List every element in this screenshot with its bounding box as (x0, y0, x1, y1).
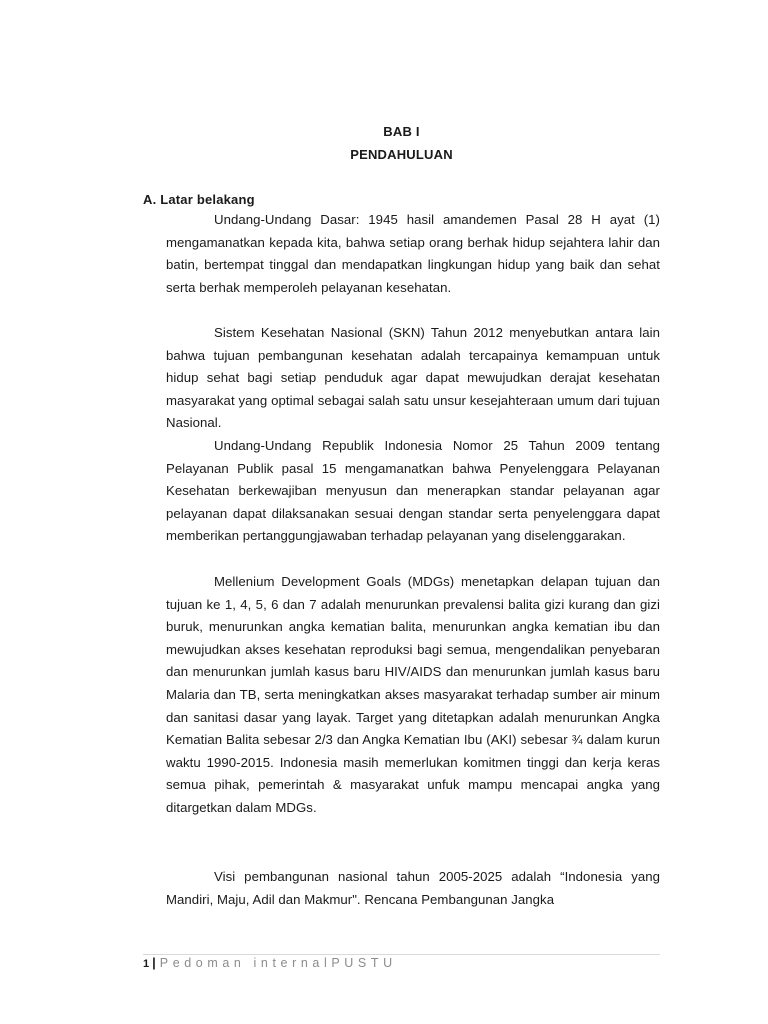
paragraph-skn-2012: Sistem Kesehatan Nasional (SKN) Tahun 2012 menyebutkan antara lain bahwa tujuan pembangunan kesehatan adalah tercapainya kemampuan untuk hidup sehat bagi setiap penduduk agar dapat mewujudkan derajat kesehatan masyarakat yang optimal sebagai salah satu unsur kesejahteraan umum dari tujuan Nasional. (166, 325, 660, 431)
paragraph-uu-25-2009: Undang-Undang Republik Indonesia Nomor 25 Tahun 2009 tentang Pelayanan Publik pasal 15 mengamanatkan bahwa Penyelenggara Pelayanan Kesehatan berkewajiban menyusun dan menerapkan standar pelayanan agar pelayanan dapat dilaksanakan sesuai dengan standar serta penyelenggara dapat memberikan pertanggungjawaban terhadap pelayanan yang diselenggarakan. (166, 438, 660, 544)
paragraph-visi-2005-2025: Visi pembangunan nasional tahun 2005-2025 adalah “Indonesia yang Mandiri, Maju, Adil dan Makmur". Rencana Pembangunan Jangka (166, 869, 660, 907)
footer-separator: | (152, 955, 156, 970)
chapter-number: BAB I (383, 124, 420, 139)
section-heading: A. Latar belakang (143, 192, 255, 207)
footer-label: Pedoman internalPUSTU (159, 956, 397, 970)
page-footer (143, 955, 397, 970)
chapter-title: PENDAHULUAN (350, 147, 453, 162)
page-number: 1 (143, 958, 150, 970)
paragraph-uud-1945: Undang-Undang Dasar: 1945 hasil amandemen Pasal 28 H ayat (1) mengamanatkan kepada kita, bahwa setiap orang berhak hidup sejahtera lahir dan batin, bertempat tinggal dan mendapatkan lingkungan hidup yang baik dan sehat serta berhak memperoleh pelayanan kesehatan. (166, 212, 660, 295)
paragraph-mdgs: Mellenium Development Goals (MDGs) menetapkan delapan tujuan dan tujuan ke 1, 4, 5, 6 dan 7 adalah menurunkan prevalensi balita gizi kurang dan gizi buruk, menurunkan angka kematian balita, menurunkan angka kematian ibu dan mewujudkan akses kesehatan reproduksi bagi semua, mengendalikan penyebaran dan menurunkan jumlah kasus baru HIV/AIDS dan menurunkan jumlah kasus baru Malaria dan TB, serta meningkatkan akses masyarakat terhadap sumber air minum dan sanitasi dasar yang layak. Target yang ditetapkan adalah menurunkan Angka Kematian Balita sebesar 2/3 dan Angka Kematian Ibu (AKI) sebesar ¾ dalam kurun waktu 1990-2015. Indonesia masih memerlukan komitmen tinggi dan kerja keras semua pihak, pemerintah & masyarakat unfuk mampu mencapai angka yang ditargetkan dalam MDGs. (166, 574, 660, 815)
